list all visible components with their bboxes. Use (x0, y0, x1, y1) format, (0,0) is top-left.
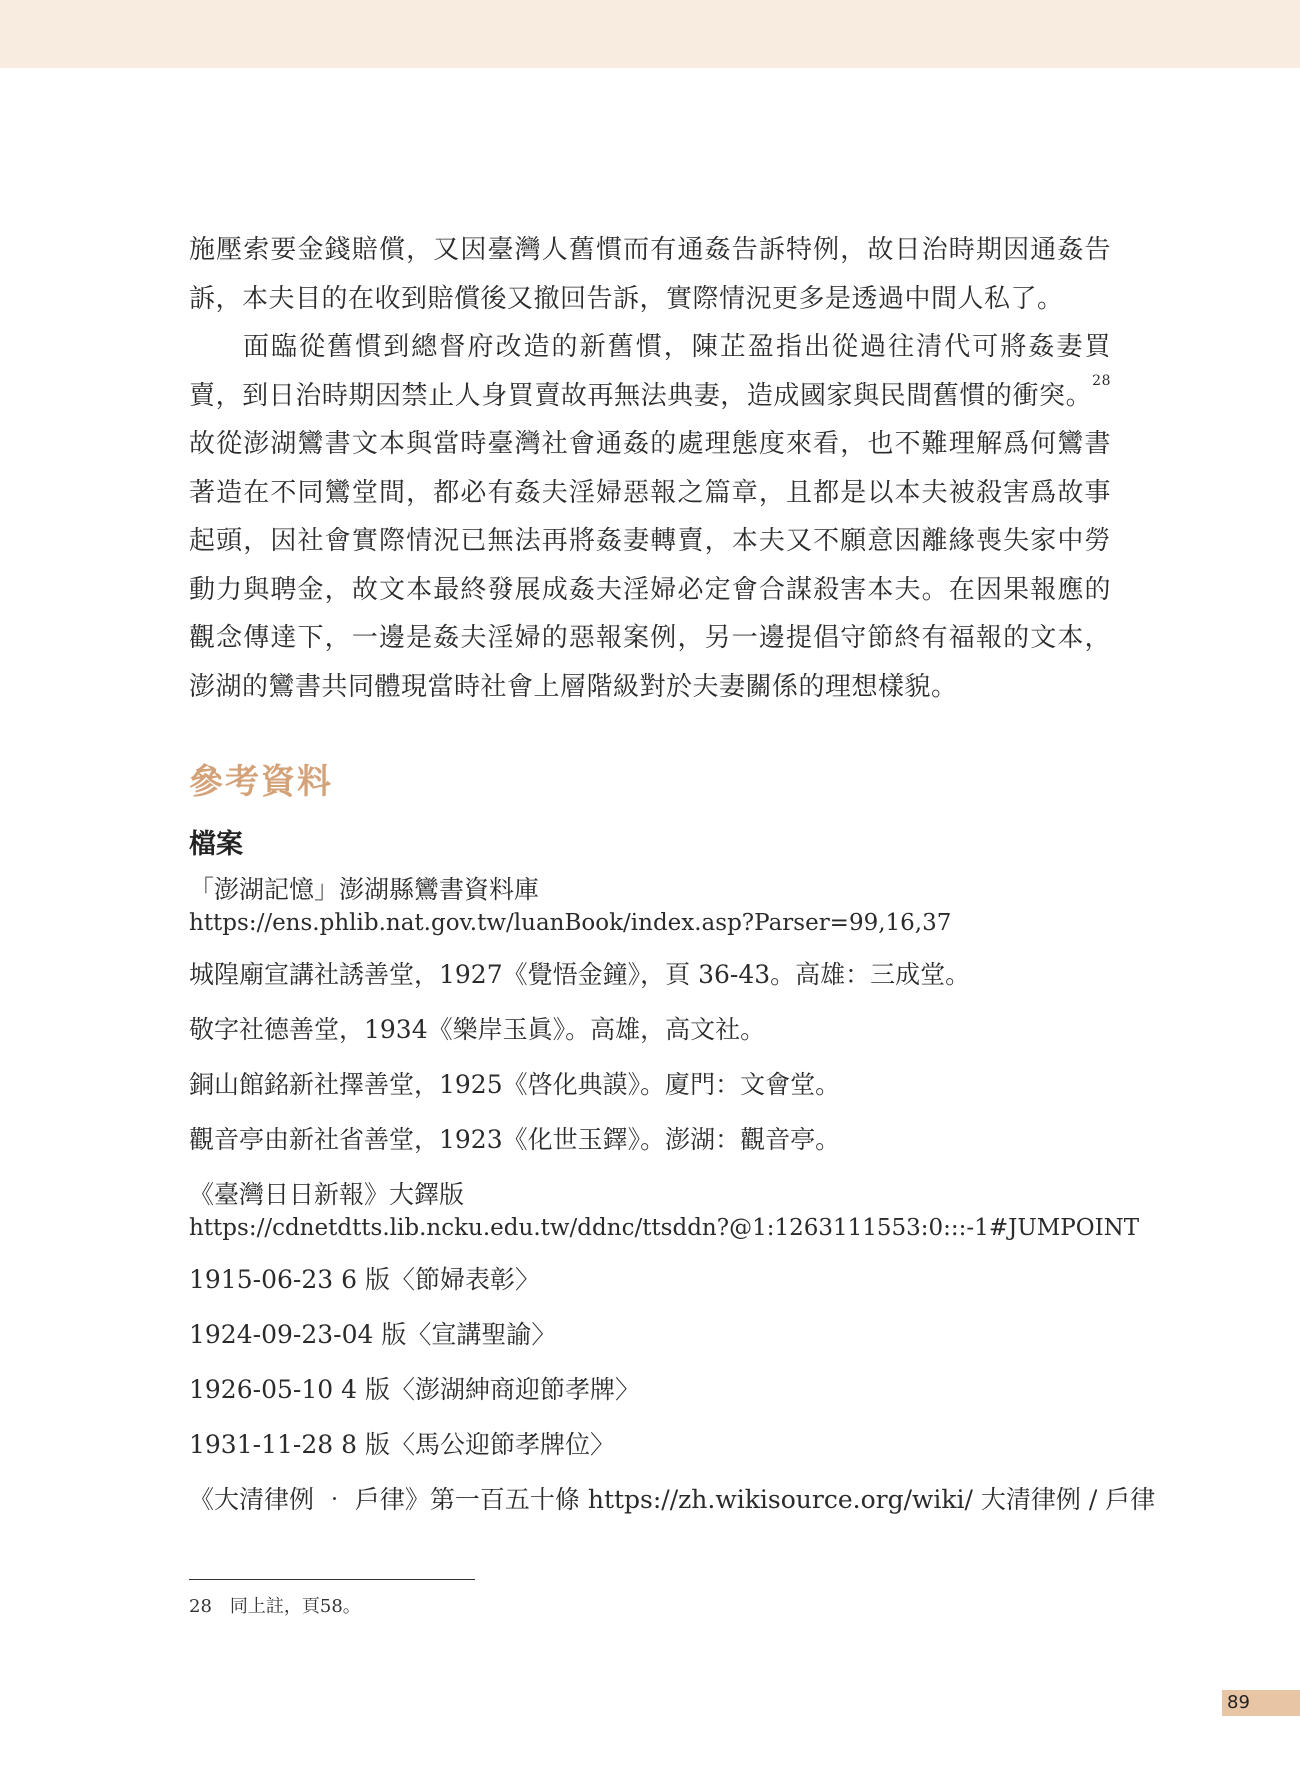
reference-item: 城隍廟宣講社誘善堂，1927《覺悟金鐘》，頁 36-43。高雄：三成堂。 (189, 960, 971, 989)
top-header-band (0, 0, 1300, 68)
footnote-reference[interactable]: 28 (1092, 372, 1111, 389)
paragraph-main-continuation: 故從澎湖鸞書文本與當時臺灣社會通姦的處理態度來看，也不難理解爲何鸞書著造在不同鸞堂間，都必有姦夫淫婦惡報之篇章，且都是以本夫被殺害爲故事起頭，因社會實際情況已無法再將姦妻轉賣，本夫又不願意因離緣喪失家中勞動力與聘金，故文本最終發展成姦夫淫婦必定會合謀殺害本夫。在因果報應的觀念傳達下，一邊是姦夫淫婦的惡報案例，另一邊提倡守節終有福報的文本，澎湖的鸞書共同體現當時社會上層階級對於夫妻關係的理想樣貌。 (189, 429, 1111, 702)
reference-item: 觀音亭由新社省善堂，1923《化世玉鐸》。澎湖：觀音亭。 (189, 1125, 841, 1154)
reference-item: 1931-11-28 8 版〈馬公迎節孝牌位〉 (189, 1430, 615, 1459)
reference-url-link[interactable]: https://cdnetdtts.lib.ncku.edu.tw/ddnc/ttsddn?@1:1263111553:0:::-1#JUMPOINT (189, 1215, 1140, 1241)
reference-item: 1926-05-10 4 版〈澎湖紳商迎節孝牌〉 (189, 1375, 640, 1404)
reference-item: 1915-06-23 6 版〈節婦表彰〉 (189, 1265, 540, 1294)
reference-item-with-link[interactable]: 《大清律例 ‧ 戶律》第一百五十條 https://zh.wikisource.org/wiki/ 大清律例 / 戶律 (189, 1485, 1156, 1514)
footnote (189, 1594, 361, 1620)
footnote-text: 同上註，頁58。 (229, 1596, 361, 1617)
section-title-references: 參考資料 (189, 762, 333, 802)
page-content (189, 226, 1156, 1518)
footnote-number: 28 (189, 1596, 212, 1617)
reference-item: 「澎湖記憶」澎湖縣鸞書資料庫 (189, 875, 540, 904)
reference-item: 1924-09-23-04 版〈宣講聖諭〉 (189, 1320, 557, 1349)
reference-item: 銅山館銘新社擇善堂，1925《啓化典謨》。廈門：文會堂。 (189, 1070, 841, 1099)
paragraph-main (189, 323, 1111, 711)
page-number: 89 (1227, 1692, 1250, 1713)
paragraph-continued: 施壓索要金錢賠償，又因臺灣人舊慣而有通姦告訴特例，故日治時期因通姦告訴，本夫目的在收到賠償後又撤回告訴，實際情況更多是透過中間人私了。 (189, 235, 1111, 314)
paragraph-main-text: 面臨從舊慣到總督府改造的新舊慣，陳芷盈指出從過往清代可將姦妻買賣，到日治時期因禁止人身買賣故再無法典妻，造成國家與民間舊慣的衝突。 (189, 332, 1111, 411)
reference-list (189, 871, 1156, 1518)
footnote-divider (189, 1579, 475, 1580)
reference-url-link[interactable]: https://ens.phlib.nat.gov.tw/luanBook/index.asp?Parser=99,16,37 (189, 910, 952, 936)
reference-item: 敬字社德善堂，1934《樂岸玉眞》。高雄，高文社。 (189, 1015, 766, 1044)
subsection-archives: 檔案 (189, 829, 243, 860)
reference-item: 《臺灣日日新報》大鐸版 (189, 1180, 465, 1209)
